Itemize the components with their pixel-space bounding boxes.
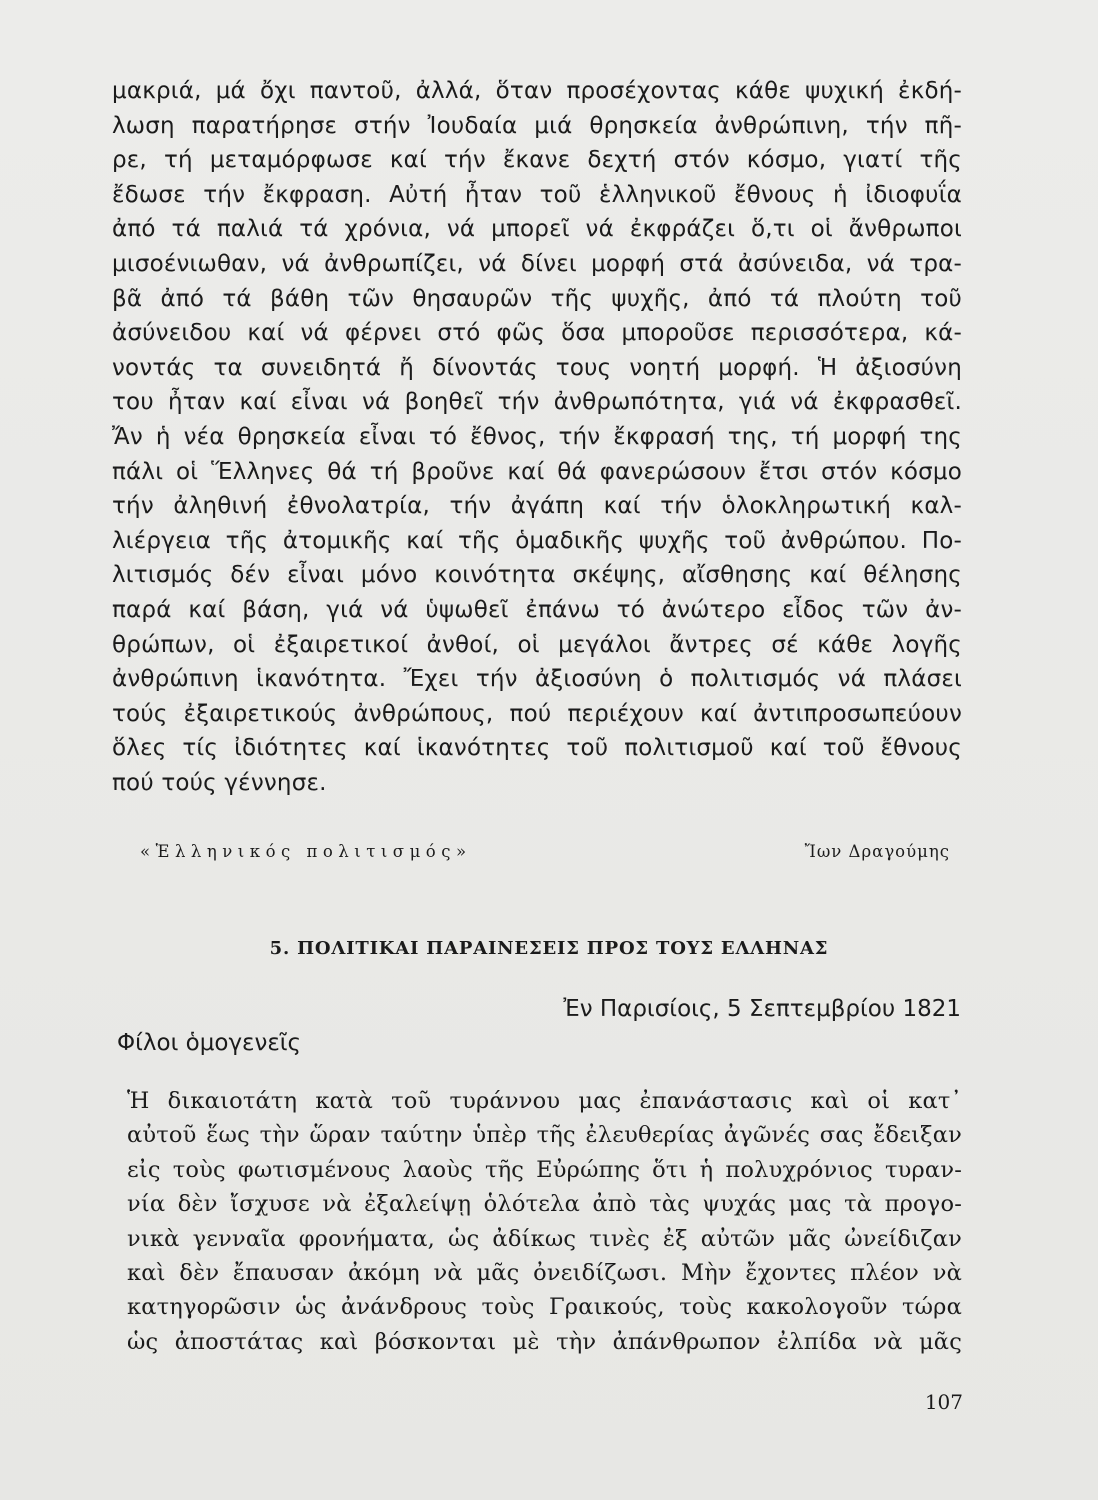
source-title: «Ἑλληνικός πολιτισμός» (140, 842, 472, 861)
text-line: λιτισμός δέν εἶναι μόνο κοινότητα σκέψης, αἴσθησης καί θέλησης (112, 562, 962, 589)
text-line: Ἡ δικαιοτάτη κατὰ τοῦ τυράννου μας ἐπανάστασις καὶ οἱ κατ᾽ (127, 1088, 962, 1114)
text-line: νοντάς τα συνειδητά ἤ δίνοντάς τους νοητή μορφή. Ἡ ἀξιοσύνη (112, 354, 962, 381)
text-line: μισοένιωθαν, νά ἀνθρωπίζει, νά δίνει μορφή στά ἀσύνειδα, νά τρα- (112, 250, 962, 277)
text-line: νία δὲν ἴσχυσε νὰ ἐξαλείψῃ ὁλότελα ἀπὸ τὰς ψυχάς μας τὰ προγο- (127, 1191, 962, 1218)
text-line: ἀνθρώπινη ἱκανότητα. Ἔχει τήν ἀξιοσύνη ὁ πολιτισμός νά πλάσει (112, 666, 962, 693)
page-number: 107 (924, 1390, 963, 1414)
text-line: Ἄν ἡ νέα θρησκεία εἶναι τό ἔθνος, τήν ἔκφρασή της, τή μορφή της (112, 423, 962, 450)
text-line: ρε, τή μεταμόρφωσε καί τήν ἔκανε δεχτή στόν κόσμο, γιατί τῆς (112, 147, 962, 174)
text-line: ἀσύνειδου καί νά φέρνει στό φῶς ὅσα μποροῦσε περισσότερα, κά- (112, 320, 962, 347)
text-line: ὡς ἀποστάτας καὶ βόσκονται μὲ τὴν ἀπάνθρωπον ἐλπίδα νὰ μᾶς (127, 1328, 962, 1355)
text-line: θρώπων, οἱ ἐξαιρετικοί ἀνθοί, οἱ μεγάλοι ἄντρες σέ κάθε λογῆς (112, 631, 962, 658)
text-line: νικὰ γενναῖα φρονήματα, ὡς ἀδίκως τινὲς ἐξ αὐτῶν μᾶς ὠνείδιζαν (127, 1225, 962, 1252)
text-line: αὐτοῦ ἕως τὴν ὥραν ταύτην ὑπὲρ τῆς ἐλευθερίας ἀγῶνές σας ἔδειξαν (127, 1122, 962, 1149)
text-line: τήν ἀληθινή ἐθνολατρία, τήν ἀγάπη καί τήν ὁλοκληρωτική καλ- (112, 493, 962, 520)
text-line: πού τούς γέννησε. (112, 769, 327, 796)
salutation: Φίλοι ὁμογενεῖς (117, 1030, 302, 1056)
essay-excerpt (112, 74, 962, 800)
text-line: ἀπό τά παλιά τά χρόνια, νά μπορεῖ νά ἐκφράζει ὅ,τι οἱ ἄνθρωποι (112, 216, 962, 243)
source-attribution (140, 842, 950, 861)
text-line: λιέργεια τῆς ἀτομικῆς καί τῆς ὁμαδικῆς ψυχῆς τοῦ ἀνθρώπου. Πο- (112, 527, 962, 554)
text-line: μακριά, μά ὄχι παντοῦ, ἀλλά, ὅταν προσέχοντας κάθε ψυχική ἐκδή- (112, 78, 962, 104)
source-author: Ἴων Δραγούμης (804, 842, 950, 861)
text-line: του ἦταν καί εἶναι νά βοηθεῖ τήν ἀνθρωπότητα, γιά νά ἐκφρασθεῖ. (112, 389, 962, 416)
text-line: παρά καί βάση, γιά νά ὑψωθεῖ ἐπάνω τό ἀνώτερο εἶδος τῶν ἀν- (112, 596, 962, 623)
text-line: ἔδωσε τήν ἔκφραση. Αὐτή ἦταν τοῦ ἑλληνικοῦ ἔθνους ἡ ἰδιοφυΐα (112, 181, 962, 208)
text-line: βᾶ ἀπό τά βάθη τῶν θησαυρῶν τῆς ψυχῆς, ἀπό τά πλούτη τοῦ (112, 285, 962, 312)
text-line: τούς ἐξαιρετικούς ἀνθρώπους, πού περιέχουν καί ἀντιπροσωπεύουν (112, 700, 962, 727)
text-line: εἰς τοὺς φωτισμένους λαοὺς τῆς Εὐρώπης ὅτι ἡ πολυχρόνιος τυραν- (127, 1156, 962, 1183)
text-line: ὅλες τίς ἰδιότητες καί ἱκανότητες τοῦ πολιτισμοῦ καί τοῦ ἔθνους (112, 735, 962, 762)
section-heading: 5. ΠΟΛΙΤΙΚΑΙ ΠΑΡΑΙΝΕΣΕΙΣ ΠΡΟΣ ΤΟΥΣ ΕΛΛΗΝΑΣ (269, 938, 829, 959)
text-line: λωση παρατήρησε στήν Ἰουδαία μιά θρησκεία ἀνθρώπινη, τήν πῆ- (112, 112, 962, 139)
dateline: Ἐν Παρισίοις, 5 Σεπτεμβρίου 1821 (563, 996, 961, 1022)
text-line: πάλι οἱ Ἕλληνες θά τή βροῦνε καί θά φανερώσουν ἔτσι στόν κόσμο (112, 458, 962, 485)
text-line: καὶ δὲν ἔπαυσαν ἀκόμη νὰ μᾶς ὀνειδίζωσι. Μὴν ἔχοντες πλέον νὰ (127, 1259, 962, 1286)
proclamation-text (127, 1084, 962, 1359)
text-line: κατηγορῶσιν ὡς ἀνάνδρους τοὺς Γραικούς, τοὺς κακολογοῦν τώρα (127, 1294, 962, 1321)
